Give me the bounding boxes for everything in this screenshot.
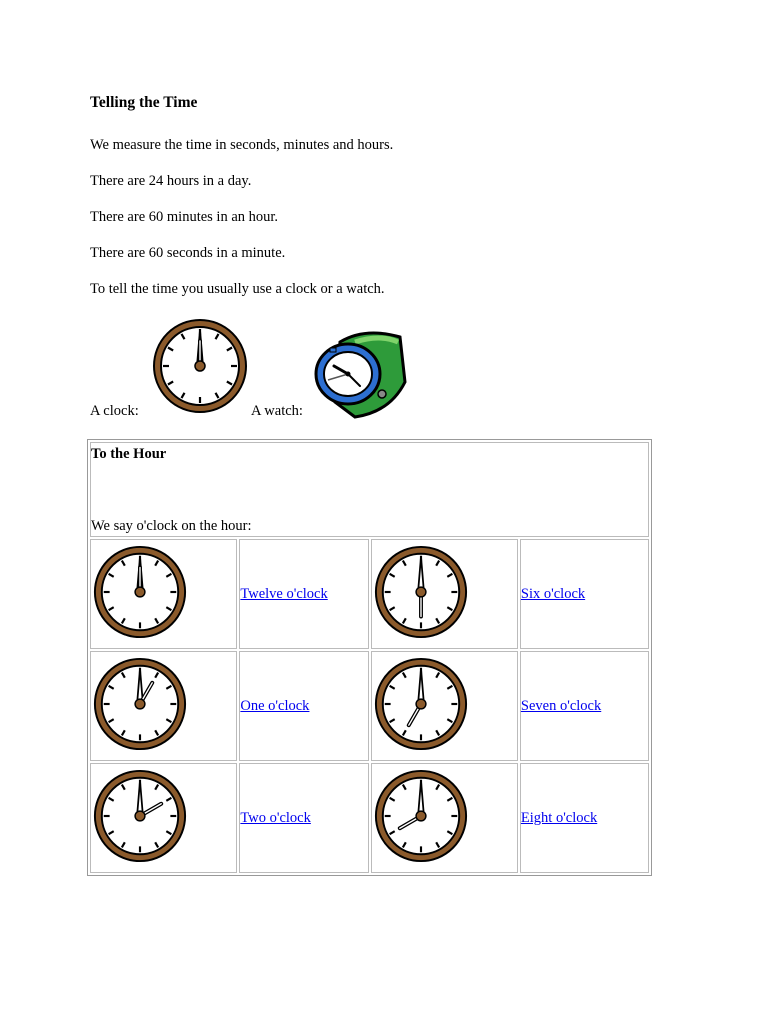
table-row (90, 763, 649, 873)
link-one-oclock[interactable]: One o'clock (240, 697, 310, 714)
table-row (90, 539, 649, 649)
table-row (90, 651, 649, 761)
clock-label: A clock: (90, 403, 139, 419)
table-header-cell (90, 442, 649, 537)
link-twelve-oclock[interactable]: Twelve o'clock (240, 585, 328, 602)
link-two-oclock[interactable]: Two o'clock (240, 809, 311, 826)
watch-icon (310, 322, 410, 422)
table-heading: To the Hour (91, 445, 167, 462)
clock-icon (372, 655, 470, 753)
text-line-hours: There are 24 hours in a day. (90, 173, 252, 189)
clock-icon (372, 543, 470, 641)
clock-watch-row (90, 316, 690, 426)
text-line-clock-watch: To tell the time you usually use a clock or a watch. (90, 281, 385, 297)
text-line-minutes: There are 60 minutes in an hour. (90, 209, 279, 225)
text-line-seconds: There are 60 seconds in a minute. (90, 245, 286, 261)
clock-icon (91, 543, 189, 641)
page-title: Telling the Time (90, 94, 198, 111)
clock-icon (372, 767, 470, 865)
document-page (90, 93, 690, 426)
clock-icon (91, 767, 189, 865)
watch-label: A watch: (251, 403, 303, 419)
table-intro: We say o'clock on the hour: (91, 517, 252, 534)
link-six-oclock[interactable]: Six o'clock (520, 585, 586, 602)
hours-table (87, 439, 652, 876)
clock-icon (91, 655, 189, 753)
link-eight-oclock[interactable]: Eight o'clock (520, 809, 598, 826)
clock-icon (150, 316, 250, 416)
text-line-measure: We measure the time in seconds, minutes and hours. (90, 137, 394, 153)
link-seven-oclock[interactable]: Seven o'clock (520, 697, 602, 714)
